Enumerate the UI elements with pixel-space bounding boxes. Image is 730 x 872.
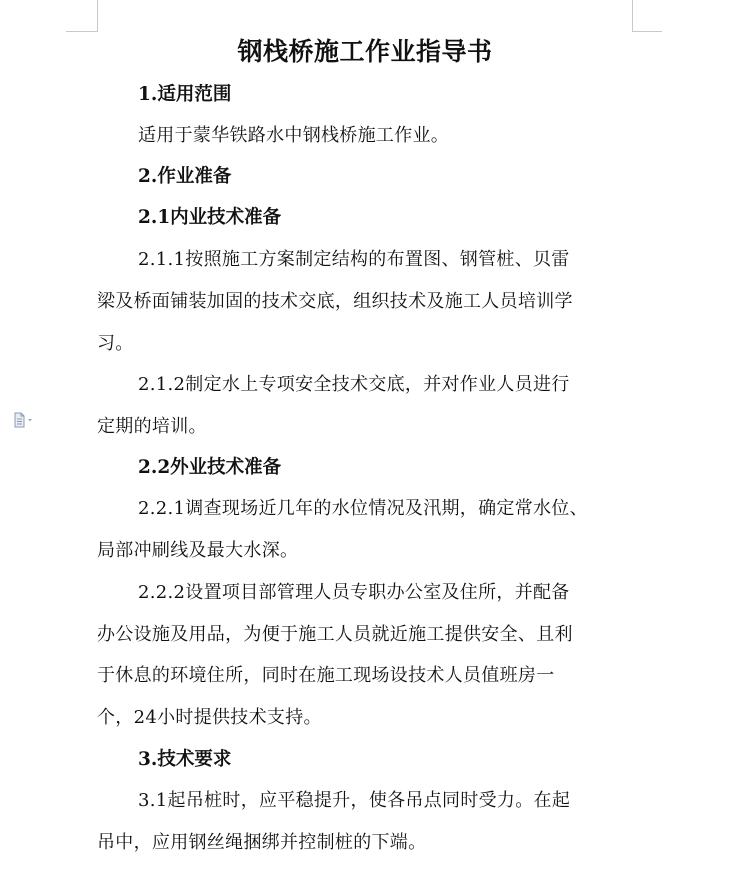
document-title: 钢栈桥施工作业指导书 (237, 37, 493, 66)
paragraph-line: 个，24小时提供技术支持。 (97, 707, 322, 728)
subsection-heading-2-1: 2.1内业技术准备 (138, 207, 282, 228)
paragraph-line: 2.1.1按照施工方案制定结构的布置图、钢管桩、贝雷 (138, 249, 570, 270)
section-heading-3: 3.技术要求 (138, 749, 232, 770)
paragraph-line: 2.2.1调查现场近几年的水位情况及汛期，确定常水位、 (138, 498, 588, 519)
paragraph-line: 吊中，应用钢丝绳捆绑并控制桩的下端。 (97, 832, 427, 853)
paragraph-line: 适用于蒙华铁路水中钢栈桥施工作业。 (138, 125, 450, 146)
subsection-heading-2-2: 2.2外业技术准备 (138, 457, 282, 478)
paragraph-line: 习。 (97, 333, 134, 354)
paragraph-line: 2.2.2设置项目部管理人员专职办公室及住所，并配备 (138, 582, 570, 603)
section-heading-1: 1.适用范围 (138, 84, 232, 105)
paragraph-line: 梁及桥面铺装加固的技术交底，组织技术及施工人员培训学 (97, 291, 573, 312)
section-heading-2: 2.作业准备 (138, 166, 232, 187)
paragraph-line: 于休息的环境住所，同时在施工现场设技术人员值班房一 (97, 665, 555, 686)
paragraph-line: 定期的培训。 (97, 416, 207, 437)
paragraph-line: 3.1起吊桩时，应平稳提升，使各吊点同时受力。在起 (138, 790, 571, 811)
document-icon[interactable] (13, 412, 35, 428)
paragraph-line: 办公设施及用品，为便于施工人员就近施工提供安全、且利 (97, 624, 573, 645)
paragraph-line: 2.1.2制定水上专项安全技术交底，并对作业人员进行 (138, 374, 570, 395)
paragraph-line: 局部冲刷线及最大水深。 (97, 540, 299, 561)
